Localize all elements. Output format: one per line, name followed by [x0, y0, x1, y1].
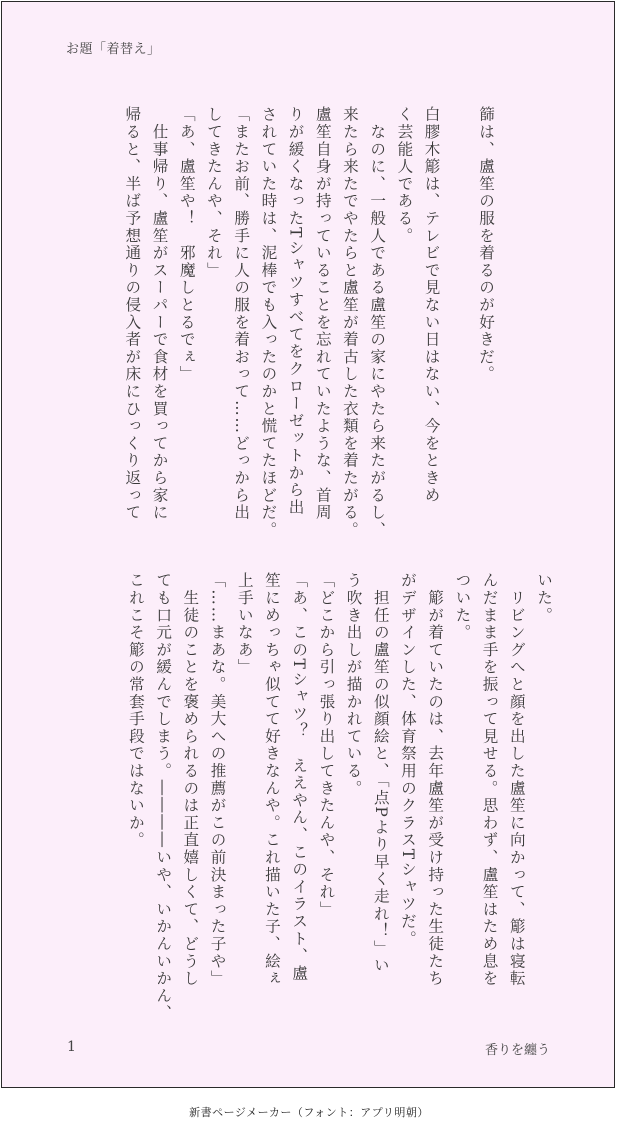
text-line: 生徒のことを褒められるのは正直嬉しくて、どうし [181, 572, 200, 988]
text-line: 篩は、盧笙の服を着るのが好きだ。 [477, 106, 495, 383]
lower-text-block [122, 572, 557, 1022]
text-line: く芸能人である。 [395, 106, 414, 245]
prompt-title: お題「着替え」 [66, 42, 161, 57]
text-line: 「あ、盧笙や！ 邪魔しとるでぇ」 [177, 106, 196, 383]
text-line: いた。 [535, 572, 553, 624]
text-line: リビングへと顔を出した盧笙に向かって、簓は寝転 [507, 572, 526, 988]
text-line: 簓が着ていたのは、去年盧笙が受け持った生徒たち [426, 572, 445, 988]
upper-text-block [118, 106, 499, 546]
book-title: 香りを纏う [484, 1043, 550, 1058]
text-line: 「……まあな。美大への推薦がこの前決まった子や」 [208, 572, 227, 988]
text-line: 上手いなあ」 [235, 572, 254, 676]
text-line: してきたんや、それ」 [204, 106, 223, 279]
text-line: されていた時は、泥棒でも入ったのかと慌てたほどだ。 [259, 106, 278, 539]
text-line: 「またお前、勝手に人の服を着おって……どっから出 [232, 106, 251, 522]
text-line [445, 106, 472, 546]
text-line: ても口元が緩んでしまう。――――いや、いかんいかん、 [154, 572, 173, 1022]
generator-caption: 新書ページメーカー（フォント：アプリ明朝） [189, 1106, 429, 1119]
text-line: がデザインした、体育祭用のクラスTシャツだ。 [398, 572, 417, 948]
text-line: 仕事帰り、盧笙がスーパーで食材を買ってから家に [150, 106, 169, 522]
text-line: 白膠木簓は、テレビで見ない日はない、今をときめ [422, 106, 441, 504]
text-line: 「どこから引っ張り出してきたんや、それ」 [317, 572, 336, 918]
text-line: 来たら来たでやたらと盧笙が着古した衣類を着たがる。 [340, 106, 359, 539]
text-line: なのに、一般人である盧笙の家にやたら来たがるし、 [368, 106, 387, 539]
text-line: 帰ると、半ば予想通りの侵入者が床にひっくり返って [123, 106, 142, 522]
text-line: 盧笙自身が持っていることを忘れていたような、首周 [313, 106, 332, 522]
text-line: ついた。 [453, 572, 472, 642]
text-line: 「あ、このTシャツ？ ええやん、このイラスト、盧 [290, 572, 309, 983]
book-page [1, 1, 615, 1088]
text-line: これこそ簓の常套手段ではないか。 [126, 572, 145, 849]
text-line: う吹き出しが描かれている。 [344, 572, 363, 797]
text-line: んだまま手を振って見せる。思わず、盧笙はため息を [480, 572, 499, 988]
text-line: りが緩くなったTシャツすべてをクローゼットから出 [286, 106, 305, 517]
text-line: 笙にめっちゃ似てて好きなんや。これ描いた子、絵ぇ [262, 572, 281, 988]
text-line: 担任の盧笙の似顔絵と、「点Pより早く走れ！」い [371, 572, 390, 975]
page-number: 1 [67, 1039, 76, 1055]
